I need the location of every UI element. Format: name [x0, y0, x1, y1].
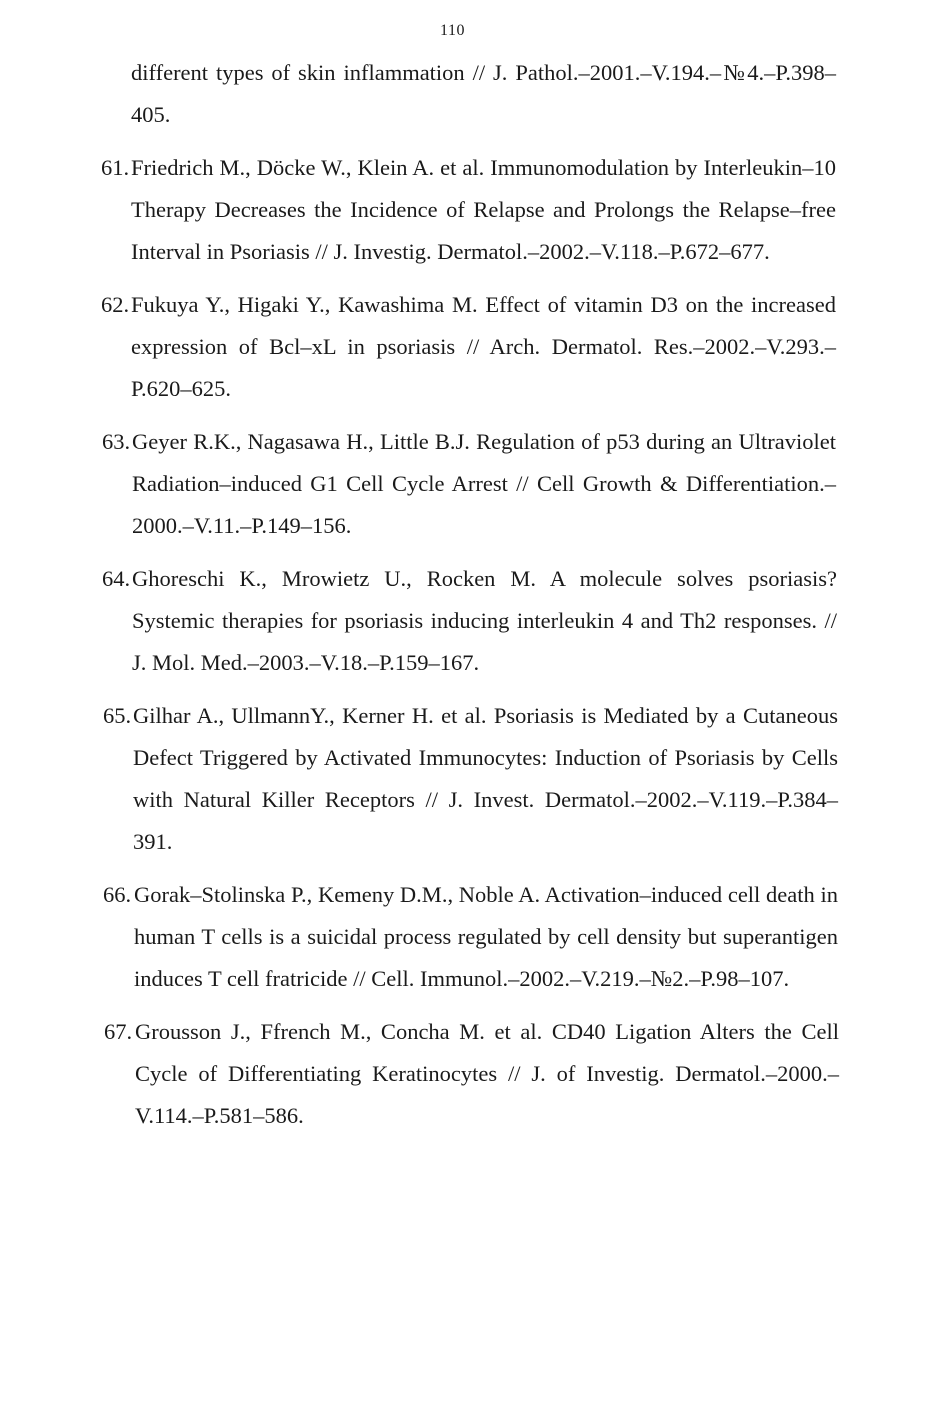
reference-number: 67.: [104, 1019, 133, 1044]
reference-text: Gilhar A., UllmannY., Kerner H. et al. Psoriasis is Mediated by a Cutaneous Defect Triggered by Activated Immunocytes: Induction of Psoriasis by Cells with Natural Killer Receptors // J. Invest. Dermatol.–2002.–V.119.–P.384–391.: [133, 703, 838, 854]
reference-item-61: [0, 147, 836, 273]
reference-item-67: [0, 1011, 839, 1137]
reference-item-65: [0, 695, 838, 863]
reference-number: 66.: [103, 882, 132, 907]
page-number: 110: [440, 22, 465, 39]
reference-number: 65.: [103, 703, 132, 728]
reference-number: 63.: [102, 429, 131, 454]
reference-text: Ghoreschi K., Mrowietz U., Rocken M. A molecule solves psoriasis? Systemic therapies for psoriasis inducing interleukin 4 and Th2 responses. // J. Mol. Med.–2003.–V.18.–P.159–167.: [132, 566, 837, 675]
reference-number: 62.: [101, 292, 130, 317]
reference-item-63: [0, 421, 836, 547]
reference-number: 61.: [101, 155, 130, 180]
reference-list: [0, 52, 939, 1148]
reference-text: Geyer R.K., Nagasawa H., Little B.J. Regulation of p53 during an Ultraviolet Radiation–induced G1 Cell Cycle Arrest // Cell Growth & Differentiation.–2000.–V.11.–P.149–156.: [132, 429, 836, 538]
reference-item-60-continued: [0, 52, 836, 136]
reference-number: 64.: [102, 566, 131, 591]
reference-item-66: [0, 874, 838, 1000]
reference-text: Friedrich M., Döcke W., Klein A. et al. Immunomodulation by Interleukin–10 Therapy Decreases the Incidence of Relapse and Prolongs the Relapse–free Interval in Psoriasis // J. Investig. Dermatol.–2002.–V.118.–P.672–677.: [131, 155, 836, 264]
reference-text: Grousson J., Ffrench M., Concha M. et al. CD40 Ligation Alters the Cell Cycle of Differentiating Keratinocytes // J. of Investig. Dermatol.–2000.–V.114.–P.581–586.: [135, 1019, 839, 1128]
reference-text: Fukuya Y., Higaki Y., Kawashima M. Effect of vitamin D3 on the increased expression of Bcl–xL in psoriasis // Arch. Dermatol. Res.–2002.–V.293.–P.620–625.: [131, 292, 836, 401]
reference-text: different types of skin inflammation // J. Pathol.–2001.–V.194.–№4.–P.398–405.: [131, 60, 836, 127]
reference-text: Gorak–Stolinska P., Kemeny D.M., Noble A. Activation–induced cell death in human T cells is a suicidal process regulated by cell density but superantigen induces T cell fratricide // Cell. Immunol.–2002.–V.219.–№2.–P.98–107.: [134, 882, 838, 991]
reference-item-62: [0, 284, 836, 410]
reference-item-64: [0, 558, 837, 684]
